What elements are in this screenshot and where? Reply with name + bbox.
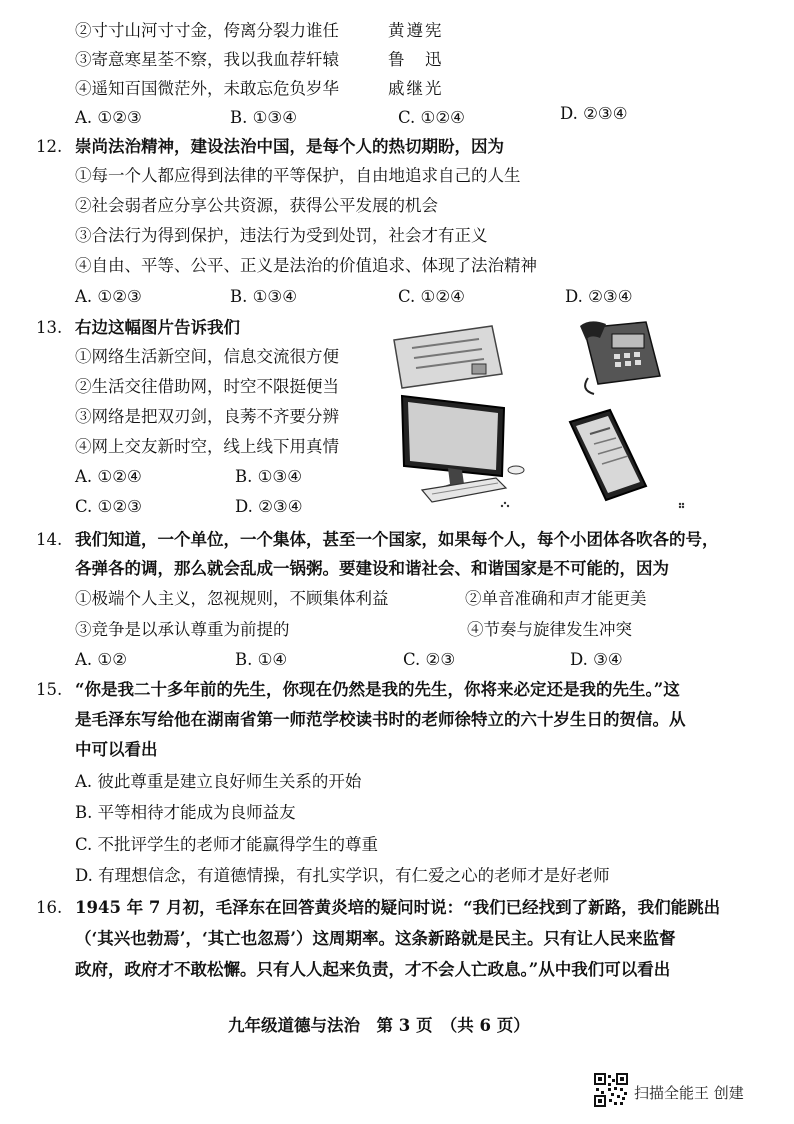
q15-stem-line-3: 中可以看出 <box>75 740 158 759</box>
q12-number: 12. <box>36 137 63 156</box>
q15-option-d: D. 有理想信念，有道德情操，有扎实学识，有仁爱之心的老师才是好老师 <box>75 866 610 885</box>
q15-option-a: A. 彼此尊重是建立良好师生关系的开始 <box>75 772 362 791</box>
page-footer: 九年级道德与法治 第 3 页 （共 6 页） <box>228 1016 530 1035</box>
q14-item-4: ④节奏与旋律发生冲突 <box>467 620 632 639</box>
q12-item-1: ①每一个人都应得到法律的平等保护，自由地追求自己的人生 <box>75 166 521 185</box>
q14-option-b: B. ①④ <box>235 650 288 669</box>
q14-number: 14. <box>36 530 63 549</box>
q16-stem-line-2: （‘其兴也勃焉’，‘其亡也忽焉’）这周期率。这条新路就是民主。只有让人民来监督 <box>75 929 676 948</box>
q16-number: 16. <box>36 898 63 917</box>
q11-option-a: A. ①②③ <box>75 108 142 127</box>
q13-item-1: ①网络生活新空间，信息交流很方便 <box>75 347 339 366</box>
letter-icon <box>394 326 502 388</box>
q15-number: 15. <box>36 680 63 699</box>
smartphone-icon <box>570 410 646 500</box>
q14-option-a: A. ①② <box>75 650 127 669</box>
q15-option-b: B. 平等相待才能成为良师益友 <box>75 803 296 822</box>
q13-item-4: ④网上交友新时空，线上线下用真情 <box>75 437 339 456</box>
q11-item-3: ③寄意寒星荃不察，我以我血荐轩辕 <box>75 50 339 69</box>
q11-author-3: 鲁 迅 <box>388 50 444 69</box>
q14-stem-line-2: 各弹各的调，那么就会乱成一锅粥。要建设和谐社会、和谐国家是不可能的，因为 <box>75 559 669 578</box>
q13-item-2: ②生活交往借助网，时空不限挺便当 <box>75 377 339 396</box>
q12-option-b: B. ①③④ <box>230 287 297 306</box>
q16-stem-line-1: 1945 年 7 月初，毛泽东在回答黄炎培的疑问时说：“我们已经找到了新路，我们能跳出 <box>75 898 721 917</box>
q12-item-2: ②社会弱者应分享公共资源，获得公平发展的机会 <box>75 196 438 215</box>
desktop-computer-icon <box>402 396 524 502</box>
q14-item-3: ③竞争是以承认尊重为前提的 <box>75 620 290 639</box>
q12-option-d: D. ②③④ <box>565 287 633 306</box>
q14-item-1: ①极端个人主义，忽视规则，不顾集体利益 <box>75 589 389 608</box>
q14-option-c: C. ②③ <box>403 650 456 669</box>
q13-option-b: B. ①③④ <box>235 467 302 486</box>
q11-option-c: C. ①②④ <box>398 108 465 127</box>
q13-stem: 右边这幅图片告诉我们 <box>75 318 240 337</box>
q12-item-4: ④自由、平等、公平、正义是法治的价值追求、体现了法治精神 <box>75 256 537 275</box>
scan-speck-dots <box>501 502 684 508</box>
q11-option-d: D. ②③④ <box>560 104 628 123</box>
q15-stem-line-2: 是毛泽东写给他在湖南省第一师范学校读书时的老师徐特立的六十岁生日的贺信。从 <box>75 710 686 729</box>
q11-author-2: 黄遵宪 <box>388 21 444 40</box>
q12-option-a: A. ①②③ <box>75 287 142 306</box>
q16-stem-line-3: 政府，政府才不敢松懈。只有人人起来负责，才不会人亡政息。”从中我们可以看出 <box>75 960 671 979</box>
q12-option-c: C. ①②④ <box>398 287 465 306</box>
q12-stem: 崇尚法治精神，建设法治中国，是每个人的热切期盼，因为 <box>75 137 504 156</box>
q14-option-d: D. ③④ <box>570 650 623 669</box>
q14-item-2: ②单音准确和声才能更美 <box>465 589 647 608</box>
desk-telephone-icon <box>580 321 660 394</box>
q13-option-d: D. ②③④ <box>235 497 303 516</box>
q11-item-2: ②寸寸山河寸寸金，侉离分裂力谁任 <box>75 21 339 40</box>
q12-item-3: ③合法行为得到保护，违法行为受到处罚，社会才有正义 <box>75 226 488 245</box>
q11-item-4: ④遥知百国微茫外，未敢忘危负岁华 <box>75 79 339 98</box>
q14-stem-line-1: 我们知道，一个单位，一个集体，甚至一个国家，如果每个人，每个小团体各吹各的号， <box>75 530 719 549</box>
q13-item-3: ③网络是把双刃剑，良莠不齐要分辨 <box>75 407 339 426</box>
q13-option-a: A. ①②④ <box>75 467 142 486</box>
q13-illustration <box>384 318 704 514</box>
scanner-watermark: 扫描全能王 创建 <box>634 1084 744 1102</box>
q15-option-c: C. 不批评学生的老师才能赢得学生的尊重 <box>75 835 379 854</box>
qr-code-icon <box>594 1073 628 1107</box>
q13-number: 13. <box>36 318 63 337</box>
q15-stem-line-1: “你是我二十多年前的先生，你现在仍然是我的先生，你将来必定还是我的先生。”这 <box>75 680 680 699</box>
q13-option-c: C. ①②③ <box>75 497 142 516</box>
q11-option-b: B. ①③④ <box>230 108 297 127</box>
q11-author-4: 戚继光 <box>388 79 444 98</box>
